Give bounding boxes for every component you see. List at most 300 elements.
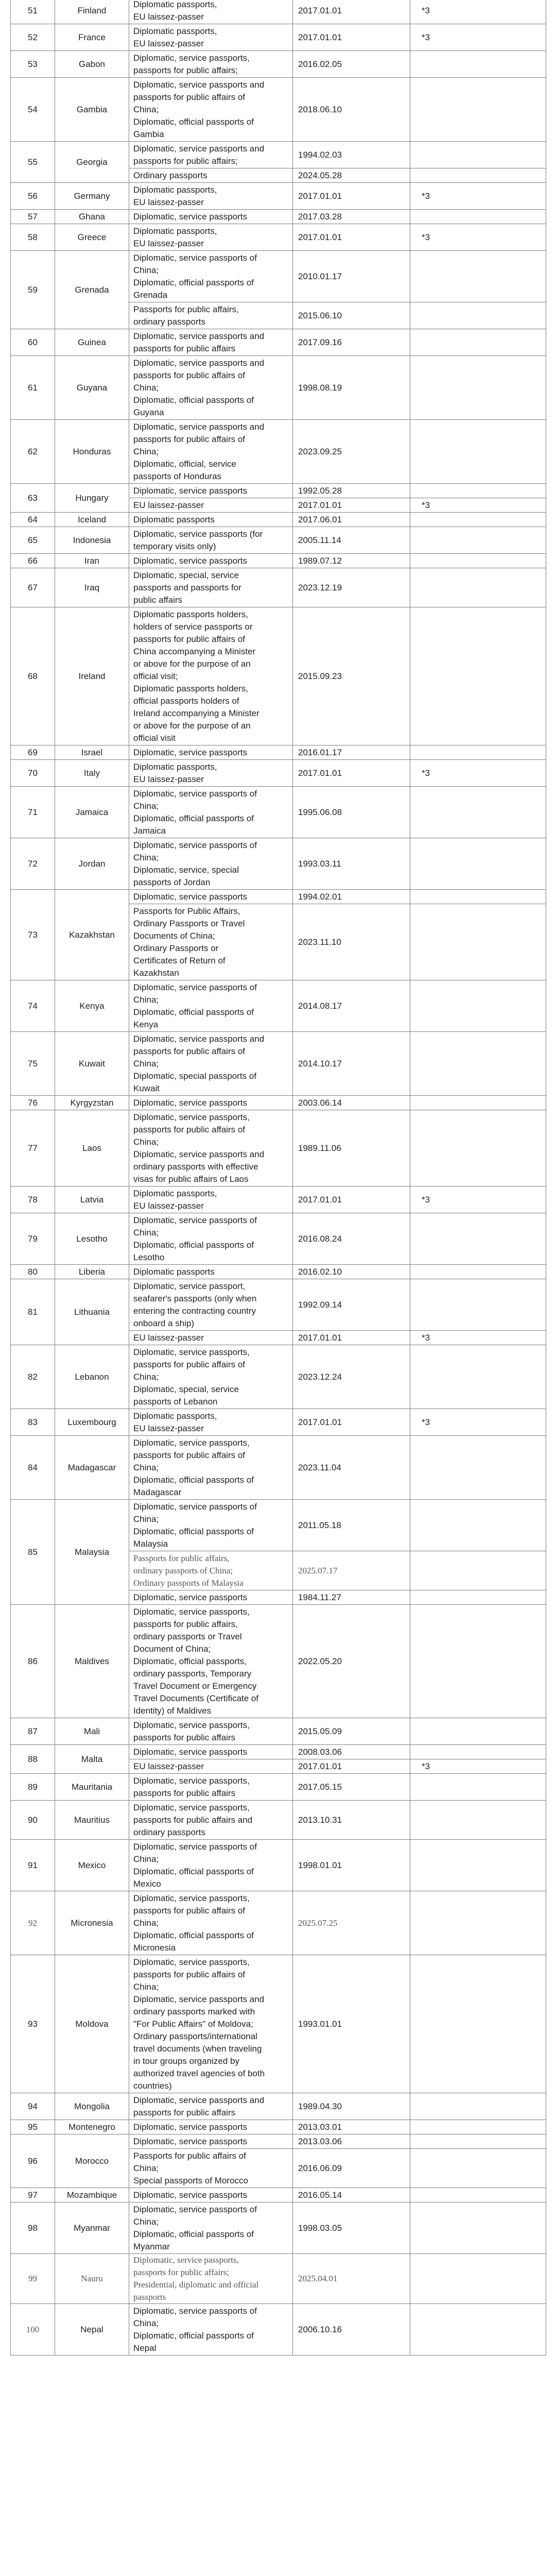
table-row — [11, 210, 546, 224]
row-number: 77 — [11, 1110, 55, 1187]
passport-type-line: Micronesia — [133, 1942, 176, 1953]
passport-type-line: Kuwait — [133, 1083, 160, 1093]
passport-type-line: Diplomatic, official passports of — [133, 1526, 254, 1536]
row-number: 69 — [11, 745, 55, 760]
row-number: 63 — [11, 484, 55, 513]
table-row — [11, 224, 546, 251]
row-number: 52 — [11, 24, 55, 51]
passport-types — [129, 2093, 293, 2120]
passport-type-line: official passports holders of — [133, 696, 239, 706]
passport-type-line: onboard a ship) — [133, 1318, 195, 1328]
passport-type-line: Passports for public affairs of — [133, 2150, 246, 2161]
row-number: 72 — [11, 838, 55, 890]
note-mark — [410, 1551, 546, 1590]
row-number: 90 — [11, 1801, 55, 1840]
passport-types — [129, 760, 293, 787]
note-mark — [410, 1718, 546, 1745]
country-name: Malta — [55, 1745, 129, 1774]
note-mark — [410, 2093, 546, 2120]
effective-date: 2017.01.01 — [293, 760, 410, 787]
passport-type-line: Diplomatic, official passports of — [133, 2330, 254, 2341]
effective-date: 2010.01.17 — [293, 251, 410, 302]
effective-date: 2017.01.01 — [293, 24, 410, 51]
note-mark — [410, 1213, 546, 1265]
effective-date: 1998.03.05 — [293, 2202, 410, 2254]
row-number: 56 — [11, 183, 55, 210]
passport-type-line: passports for public affairs; — [133, 65, 238, 75]
note-mark: *3 — [410, 498, 546, 513]
effective-date: 2008.03.06 — [293, 1745, 410, 1759]
table-row — [11, 890, 546, 904]
passport-type-line: Kazakhstan — [133, 968, 179, 978]
table-row — [11, 2093, 546, 2120]
country-name: Lebanon — [55, 1345, 129, 1409]
passport-type-line: EU laissez-passer — [133, 774, 204, 784]
table-row — [11, 1265, 546, 1279]
passport-types — [129, 1279, 293, 1331]
passport-type-line: Document of China; — [133, 1643, 211, 1654]
passport-types — [129, 980, 293, 1032]
table-row — [11, 745, 546, 760]
passport-type-line: China; — [133, 1462, 159, 1472]
passport-types — [129, 1110, 293, 1187]
effective-date: 2016.08.24 — [293, 1213, 410, 1265]
country-name: Laos — [55, 1110, 129, 1187]
table-row — [11, 787, 546, 838]
country-name: Mozambique — [55, 2188, 129, 2202]
passport-type-line: EU laissez-passer — [133, 1200, 204, 1211]
passport-types — [129, 1500, 293, 1551]
note-mark — [410, 1774, 546, 1801]
passport-types — [129, 2202, 293, 2254]
effective-date: 1989.11.06 — [293, 1110, 410, 1187]
passport-type-line: holders of service passports or — [133, 621, 253, 632]
country-name: Mauritania — [55, 1774, 129, 1801]
row-number: 60 — [11, 329, 55, 356]
effective-date: 2025.07.17 — [293, 1551, 410, 1590]
passport-types — [129, 1096, 293, 1110]
row-number: 75 — [11, 1032, 55, 1096]
table-row — [11, 1718, 546, 1745]
passport-type-line: Diplomatic, service passports of — [133, 1215, 257, 1225]
table-row — [11, 1345, 546, 1409]
passport-type-line: Diplomatic, service passports of — [133, 252, 257, 263]
passport-type-line: Ordinary passports/international — [133, 2031, 257, 2041]
note-mark — [410, 1955, 546, 2093]
passport-type-line: entering the contracting country — [133, 1306, 256, 1316]
passport-type-line: passports for public affairs of — [133, 634, 246, 644]
row-number: 65 — [11, 527, 55, 554]
note-mark — [410, 745, 546, 760]
passport-type-line: ordinary passports marked with — [133, 2006, 255, 2016]
passport-type-line: China; — [133, 1854, 159, 1864]
note-mark: *3 — [410, 183, 546, 210]
table-row — [11, 760, 546, 787]
passport-type-line: Diplomatic, service passports, — [133, 53, 250, 63]
passport-type-line: passports of Jordan — [133, 877, 211, 887]
passport-type-line: Diplomatic passports, — [133, 1411, 217, 1421]
passport-type-line: Diplomatic, service passports of — [133, 840, 257, 850]
table-row — [11, 251, 546, 302]
passport-types — [129, 1032, 293, 1096]
effective-date: 2017.01.01 — [293, 1331, 410, 1345]
passport-types — [129, 1955, 293, 2093]
passport-type-line: Diplomatic, service passports — [133, 747, 248, 757]
country-name: Italy — [55, 760, 129, 787]
row-number: 100 — [11, 2304, 55, 2355]
passport-types — [129, 24, 293, 51]
country-name: Indonesia — [55, 527, 129, 554]
note-mark — [410, 787, 546, 838]
passport-type-line: countries) — [133, 2080, 172, 2091]
note-mark: *3 — [410, 1759, 546, 1774]
table-row — [11, 1110, 546, 1187]
note-mark — [410, 1801, 546, 1840]
effective-date: 2024.05.28 — [293, 168, 410, 183]
passport-type-line: Diplomatic, service passports — [133, 1592, 248, 1602]
passport-type-line: Ordinary Passports or — [133, 943, 219, 953]
passport-types — [129, 1774, 293, 1801]
passport-type-line: Ordinary passports of Malaysia — [133, 1578, 244, 1588]
note-mark — [410, 1265, 546, 1279]
passport-types — [129, 1590, 293, 1605]
passport-type-line: passports for public affairs of — [133, 434, 246, 444]
passport-type-line: Mexico — [133, 1878, 161, 1889]
passport-type-line: Diplomatic, service passports, — [133, 1957, 250, 1967]
passport-type-line: or above for the purpose of an — [133, 720, 251, 731]
note-mark: *3 — [410, 1187, 546, 1213]
passport-type-line: Jamaica — [133, 825, 166, 836]
passport-type-line: China; — [133, 1058, 159, 1069]
note-mark — [410, 527, 546, 554]
passport-type-line: Diplomatic, official passports of — [133, 1866, 254, 1876]
passport-type-line: Diplomatic, service passports — [133, 891, 248, 902]
passport-types — [129, 568, 293, 607]
country-name: Israel — [55, 745, 129, 760]
passport-type-line: public affairs — [133, 595, 183, 605]
passport-type-line: ordinary passports or Travel — [133, 1631, 242, 1641]
passport-types — [129, 183, 293, 210]
row-number: 83 — [11, 1409, 55, 1436]
passport-type-line: passports for public affairs of — [133, 1450, 246, 1460]
effective-date: 2022.05.20 — [293, 1605, 410, 1718]
table-row — [11, 568, 546, 607]
row-number: 68 — [11, 607, 55, 745]
passport-type-line: passports of Lebanon — [133, 1396, 218, 1406]
passport-types — [129, 904, 293, 980]
table-row — [11, 2254, 546, 2304]
passport-types — [129, 0, 293, 24]
table-row — [11, 1955, 546, 2093]
passport-type-line: Diplomatic, service passport, — [133, 1281, 246, 1291]
table-row — [11, 607, 546, 745]
effective-date: 1989.04.30 — [293, 2093, 410, 2120]
effective-date: 2013.03.01 — [293, 2120, 410, 2134]
country-name: Liberia — [55, 1265, 129, 1279]
country-name: Ghana — [55, 210, 129, 224]
passport-type-line: Diplomatic, service passports, — [133, 1112, 250, 1122]
passport-types — [129, 554, 293, 568]
passport-type-line: passports — [133, 2292, 166, 2302]
passport-type-line: China; — [133, 265, 159, 275]
passport-type-line: China; — [133, 2163, 159, 2173]
passport-types — [129, 1840, 293, 1891]
table-row — [11, 513, 546, 527]
passport-type-line: Diplomatic, service passports of — [133, 788, 257, 799]
passport-types — [129, 356, 293, 420]
country-name: Iran — [55, 554, 129, 568]
passport-type-line: Diplomatic, service passports and — [133, 79, 265, 90]
table-row — [11, 1801, 546, 1840]
passport-type-line: Nepal — [133, 2343, 157, 2353]
passport-type-line: Diplomatic, service passports and — [133, 331, 265, 341]
effective-date: 2017.01.01 — [293, 183, 410, 210]
passport-type-line: passports for public affairs, — [133, 1619, 238, 1629]
passport-type-line: China; — [133, 1371, 159, 1382]
passport-types — [129, 1718, 293, 1745]
passport-type-line: China accompanying a Minister — [133, 646, 256, 656]
passport-type-line: authorized travel agencies of both — [133, 2068, 265, 2078]
table-row — [11, 980, 546, 1032]
passport-type-line: China; — [133, 1227, 159, 1238]
note-mark — [410, 1279, 546, 1331]
note-mark — [410, 142, 546, 168]
row-number: 54 — [11, 78, 55, 142]
passport-type-line: Passports for public affairs, — [133, 304, 239, 314]
effective-date: 2017.06.01 — [293, 513, 410, 527]
passport-type-line: EU laissez-passer — [133, 38, 204, 48]
row-number: 85 — [11, 1500, 55, 1605]
country-name: Luxembourg — [55, 1409, 129, 1436]
note-mark — [410, 904, 546, 980]
passport-types — [129, 1759, 293, 1774]
country-name: Germany — [55, 183, 129, 210]
note-mark — [410, 2188, 546, 2202]
note-mark — [410, 2304, 546, 2355]
country-name: Iceland — [55, 513, 129, 527]
passport-type-line: official visit; — [133, 671, 178, 681]
country-name: Moldova — [55, 1955, 129, 2093]
passport-type-line: Diplomatic, service passports, — [133, 2255, 239, 2265]
passport-types — [129, 1187, 293, 1213]
note-mark — [410, 1345, 546, 1409]
passport-types — [129, 210, 293, 224]
note-mark — [410, 329, 546, 356]
row-number: 66 — [11, 554, 55, 568]
row-number: 73 — [11, 890, 55, 980]
row-number: 96 — [11, 2134, 55, 2188]
passport-type-line: EU laissez-passer — [133, 1332, 204, 1343]
row-number: 57 — [11, 210, 55, 224]
note-mark — [410, 168, 546, 183]
passport-type-line: Diplomatic, official passports of — [133, 116, 254, 127]
row-number: 84 — [11, 1436, 55, 1500]
row-number: 87 — [11, 1718, 55, 1745]
note-mark — [410, 420, 546, 484]
table-row — [11, 1745, 546, 1759]
passport-type-line: in tour groups organized by — [133, 2056, 240, 2066]
table-row — [11, 1605, 546, 1718]
effective-date: 2017.01.01 — [293, 1759, 410, 1774]
row-number: 95 — [11, 2120, 55, 2134]
country-name: Georgia — [55, 142, 129, 183]
passport-type-line: Diplomatic passports holders, — [133, 683, 248, 693]
table-row — [11, 1891, 546, 1955]
table-row — [11, 24, 546, 51]
note-mark — [410, 2202, 546, 2254]
passport-types — [129, 1891, 293, 1955]
passport-type-line: Diplomatic passports, — [133, 26, 217, 36]
effective-date: 1995.06.08 — [293, 787, 410, 838]
passport-type-line: Diplomatic, service passports of — [133, 1501, 257, 1512]
passport-type-line: China; — [133, 446, 159, 456]
passport-type-line: Special passports of Morocco — [133, 2175, 248, 2185]
note-mark — [410, 484, 546, 498]
passport-type-line: passports for public affairs of — [133, 92, 246, 102]
row-number: 92 — [11, 1891, 55, 1955]
effective-date: 2023.11.04 — [293, 1436, 410, 1500]
country-name: Gabon — [55, 51, 129, 78]
table-row — [11, 142, 546, 168]
passport-type-line: ordinary passports of China; — [133, 1565, 233, 1575]
passport-type-line: Diplomatic, service passports and — [133, 1033, 265, 1044]
passport-type-line: Diplomatic, service passports and — [133, 2095, 265, 2105]
passport-type-line: Diplomatic, service passports and — [133, 358, 265, 368]
passport-type-line: Diplomatic, service, special — [133, 865, 239, 875]
effective-date: 2011.05.18 — [293, 1500, 410, 1551]
effective-date: 2017.01.01 — [293, 1187, 410, 1213]
note-mark — [410, 1745, 546, 1759]
table-row — [11, 329, 546, 356]
passport-types — [129, 498, 293, 513]
table-row — [11, 527, 546, 554]
row-number: 97 — [11, 2188, 55, 2202]
table-row — [11, 1840, 546, 1891]
passport-type-line: Diplomatic, service passports of — [133, 2306, 257, 2316]
visa-exemption-table — [10, 0, 546, 2355]
passport-type-line: Diplomatic, service passports and — [133, 143, 265, 154]
row-number: 53 — [11, 51, 55, 78]
passport-type-line: Diplomatic passports, — [133, 184, 217, 195]
passport-types — [129, 838, 293, 890]
passport-type-line: passports for public affairs and — [133, 1815, 253, 1825]
note-mark — [410, 980, 546, 1032]
passport-type-line: passports for public affairs of — [133, 1969, 246, 1979]
effective-date: 2017.09.16 — [293, 329, 410, 356]
passport-types — [129, 2188, 293, 2202]
passport-types — [129, 1345, 293, 1409]
passport-types — [129, 787, 293, 838]
table-row — [11, 356, 546, 420]
row-number: 55 — [11, 142, 55, 183]
effective-date: 1989.07.12 — [293, 554, 410, 568]
effective-date: 1984.11.27 — [293, 1590, 410, 1605]
effective-date: 2014.10.17 — [293, 1032, 410, 1096]
table-row — [11, 1096, 546, 1110]
passport-type-line: Diplomatic, service passports, — [133, 1606, 250, 1617]
passport-types — [129, 745, 293, 760]
passport-type-line: China; — [133, 1514, 159, 1524]
passport-type-line: Diplomatic, special passports of — [133, 1071, 257, 1081]
passport-types — [129, 2149, 293, 2188]
passport-type-line: or above for the purpose of an — [133, 658, 251, 669]
country-name: Latvia — [55, 1187, 129, 1213]
table-row — [11, 2304, 546, 2355]
note-mark — [410, 1500, 546, 1551]
passport-type-line: Diplomatic passports holders, — [133, 609, 248, 619]
note-mark — [410, 2120, 546, 2134]
passport-types — [129, 251, 293, 302]
passport-type-line: China; — [133, 1981, 159, 1992]
note-mark: *3 — [410, 24, 546, 51]
effective-date: 2017.01.01 — [293, 498, 410, 513]
passport-type-line: travel documents (when traveling — [133, 2043, 262, 2054]
note-mark — [410, 1096, 546, 1110]
row-number: 82 — [11, 1345, 55, 1409]
passport-type-line: ordinary passports with effective — [133, 1161, 258, 1172]
country-name: Lithuania — [55, 1279, 129, 1345]
passport-type-line: China; — [133, 382, 159, 393]
passport-type-line: passports for public affairs — [133, 2107, 236, 2117]
note-mark — [410, 210, 546, 224]
passport-type-line: Diplomatic, special, service — [133, 570, 239, 580]
country-name: Mongolia — [55, 2093, 129, 2120]
passport-types — [129, 78, 293, 142]
effective-date: 2016.06.09 — [293, 2149, 410, 2188]
note-mark — [410, 2254, 546, 2304]
passport-types — [129, 607, 293, 745]
country-name: Hungary — [55, 484, 129, 513]
table-row — [11, 183, 546, 210]
note-mark — [410, 251, 546, 302]
note-mark — [410, 1891, 546, 1955]
passport-type-line: Gambia — [133, 129, 164, 139]
passport-type-line: China; — [133, 852, 159, 862]
table-row — [11, 1279, 546, 1331]
passport-type-line: Madagascar — [133, 1487, 182, 1497]
effective-date: 1993.01.01 — [293, 1955, 410, 2093]
passport-type-line: passports for public affairs — [133, 1732, 236, 1742]
passport-type-line: Diplomatic, service passports, — [133, 1720, 250, 1730]
effective-date: 2017.05.15 — [293, 1774, 410, 1801]
passport-type-line: temporary visits only) — [133, 541, 216, 551]
note-mark: *3 — [410, 1331, 546, 1345]
passport-type-line: Travel Documents (Certificate of — [133, 1693, 259, 1703]
passport-type-line: Diplomatic passports, — [133, 0, 217, 9]
table-row — [11, 838, 546, 890]
passport-types — [129, 329, 293, 356]
passport-type-line: passports for public affairs of — [133, 1046, 246, 1056]
effective-date: 1992.05.28 — [293, 484, 410, 498]
passport-type-line: Diplomatic, service passports, — [133, 1437, 250, 1448]
country-name: Mexico — [55, 1840, 129, 1891]
passport-type-line: Diplomatic, service passports and — [133, 421, 265, 432]
effective-date: 2016.02.05 — [293, 51, 410, 78]
effective-date: 1994.02.01 — [293, 890, 410, 904]
passport-type-line: Diplomatic, official passports of — [133, 1240, 254, 1250]
effective-date: 1998.01.01 — [293, 1840, 410, 1891]
row-number: 51 — [11, 0, 55, 24]
passport-type-line: passports for public affairs of — [133, 1905, 246, 1916]
passport-type-line: Diplomatic, service passports — [133, 2190, 248, 2200]
passport-type-line: ordinary passports — [133, 1827, 205, 1837]
country-name: Kyrgyzstan — [55, 1096, 129, 1110]
passport-type-line: Diplomatic, service passports, — [133, 1775, 250, 1786]
passport-type-line: Diplomatic, official, service — [133, 459, 236, 469]
country-name: Mauritius — [55, 1801, 129, 1840]
country-name: Myanmar — [55, 2202, 129, 2254]
row-number: 78 — [11, 1187, 55, 1213]
